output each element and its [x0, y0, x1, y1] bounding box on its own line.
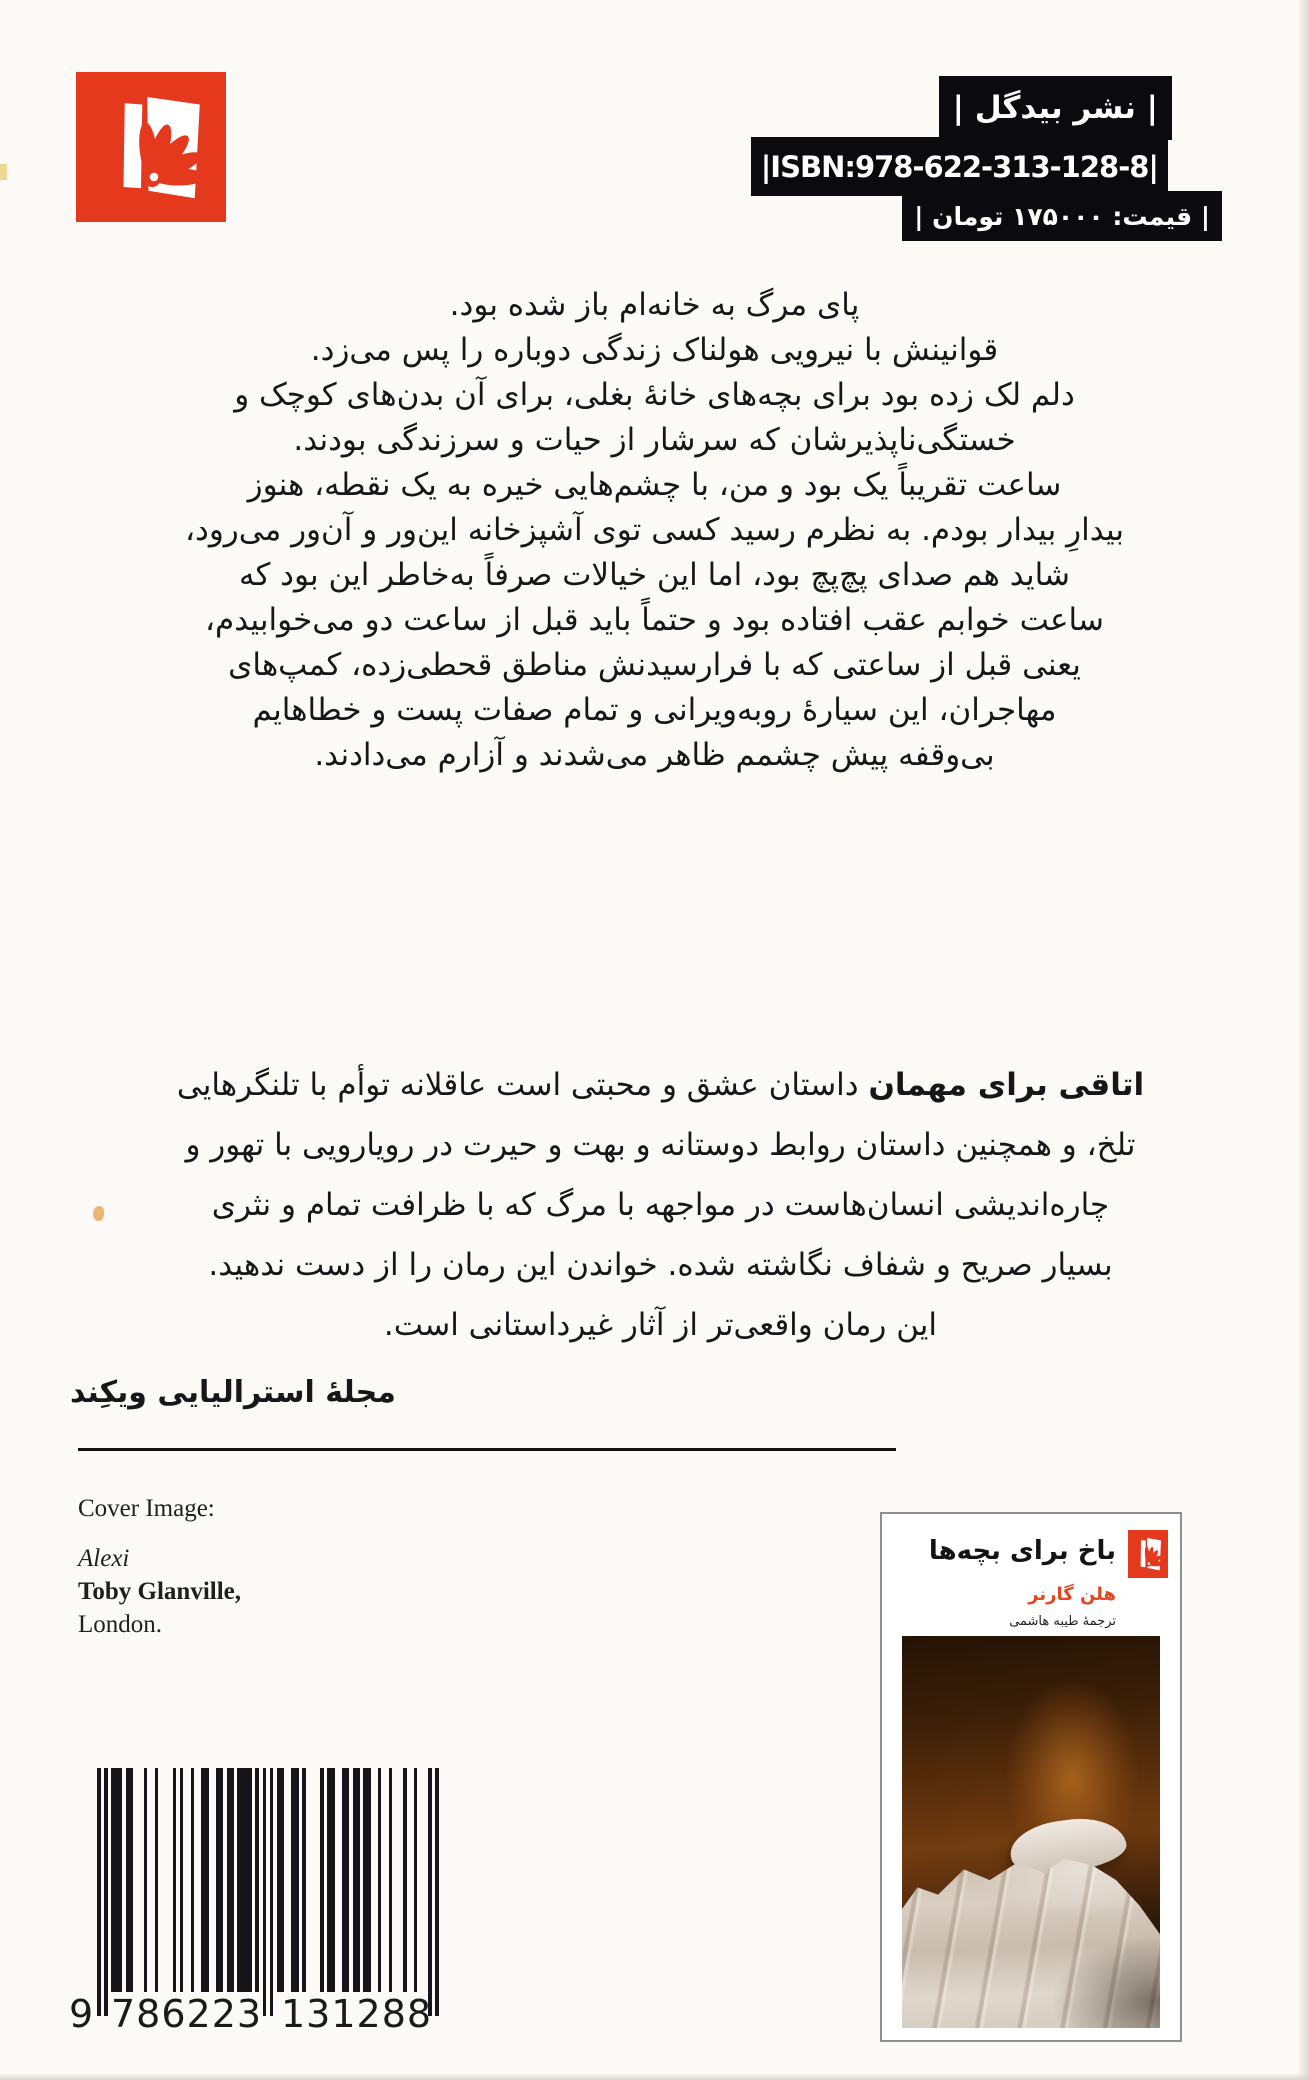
barcode-digits-right: 131288 [281, 1992, 433, 2036]
excerpt-line: دلم لک زده بود برای بچه‌های خانۀ بغلی، برای آن بدن‌های کوچک و [234, 377, 1075, 413]
print-speck [93, 1206, 104, 1221]
credit-label: Cover Image: [78, 1495, 215, 1522]
excerpt-line: ساعت خوابم عقب افتاده بود و حتماً باید قبل از ساعت دو می‌خوابیدم، [205, 602, 1104, 638]
credit-city: London. [78, 1611, 163, 1638]
price-value: | قیمت: ۱۷۵۰۰۰ تومان | [914, 201, 1210, 231]
excerpt-line: قوانینش با نیرویی هولناک زندگی دوباره را پس می‌زد. [310, 332, 999, 368]
excerpt-line: شاید هم صدای پچ‌پچ بود، اما این خیالات صرفاً به‌خاطر این بود که [238, 557, 1071, 593]
front-cover-thumbnail [880, 1512, 1182, 2042]
divider-line [78, 1448, 896, 1451]
isbn-number: |ISBN:978-622-313-128-8| [760, 149, 1158, 184]
isbn-banner [751, 137, 1168, 196]
scan-edge-shadow [1297, 0, 1309, 2080]
barcode [69, 1768, 439, 2038]
cover-image-credit [78, 1492, 241, 1641]
review-line: چاره‌اندیشی انسان‌هاست در مواجهه با مرگ که با ظرافت تمام و نثری [211, 1187, 1110, 1223]
excerpt-line: بی‌وقفه پیش چشمم ظاهر می‌شدند و آزارم می‌دادند. [314, 737, 995, 773]
credit-photo-title: Alexi [78, 1545, 130, 1572]
review-line: این رمان واقعی‌تر از آثار غیرداستانی است. [383, 1307, 938, 1343]
excerpt-line: یعنی قبل از ساعتی که با فرارسیدنش مناطق قحطی‌زده، کمپ‌های [228, 647, 1081, 683]
review-line-rest: داستان عشق و محبتی است عاقلانه توأم با تلنگرهایی [176, 1067, 869, 1103]
thumbnail-author: هلن گارنر [1028, 1584, 1116, 1605]
book-title-inline: اتاقی برای مهمان [868, 1067, 1145, 1103]
excerpt-line: ساعت تقریباً یک بود و من، با چشم‌هایی خیره به یک نقطه، هنوز [247, 467, 1062, 503]
thumbnail-book-title: باخ برای بچه‌ها [928, 1536, 1116, 1566]
excerpt-line: خستگی‌ناپذیرشان که سرشار از حیات و سرزندگی بودند. [293, 422, 1016, 458]
review-attribution: مجلۀ استرالیایی ویکِند [70, 1375, 396, 1410]
credit-photographer: Toby Glanville, [78, 1578, 242, 1605]
bed-photo [902, 1636, 1160, 2028]
review-block [70, 1055, 1251, 1415]
review-line: بسیار صریح و شفاف نگاشته شده. خواندن این رمان را از دست ندهید. [208, 1247, 1113, 1283]
publisher-name: | نشر بیدگل | [952, 90, 1158, 126]
bed-sheets-shape [902, 1848, 1160, 2028]
excerpt-line: مهاجران، این سیارۀ روبه‌ویرانی و تمام صفات پست و خطاهایم [252, 692, 1057, 728]
barcode-digits-left: 786223 [111, 1992, 263, 2036]
thumbnail-translator: ترجمۀ طیبه هاشمی [1009, 1614, 1116, 1629]
publisher-logo-icon [76, 72, 226, 222]
price-banner [902, 191, 1222, 241]
excerpt-line: بیدارِ بیدار بودم. به نظرم رسید کسی توی آشپزخانه این‌ور و آن‌ور می‌رود، [185, 512, 1124, 548]
excerpt-line: پای مرگ به خانه‌ام باز شده بود. [449, 287, 860, 323]
review-line: تلخ، و همچنین داستان روابط دوستانه و بهت و حیرت در رویارویی با تهور و [185, 1127, 1136, 1163]
publisher-name-banner [939, 76, 1172, 140]
scan-edge-shadow [0, 2073, 1309, 2080]
publisher-logo-small-icon [1128, 1530, 1168, 1578]
excerpt-block [40, 283, 1269, 778]
scan-edge-mark [0, 164, 7, 180]
barcode-digit-first: 9 [69, 1992, 95, 2036]
review-line [70, 1055, 1251, 1115]
